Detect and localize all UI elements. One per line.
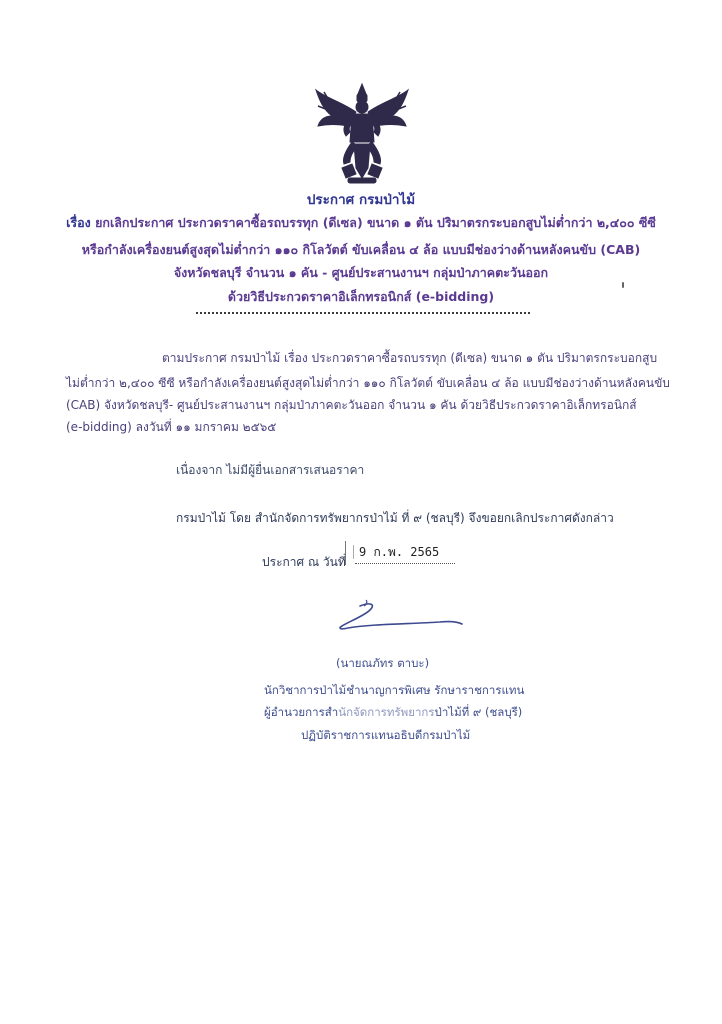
subject-text-1: ยกเลิกประกาศ ประกวดราคาซื้อรถบรรทุก (ดีเซล) ขนาด ๑ ตัน ปริมาตรกระบอกสูบไม่ต่ำกว่า ๒,๔๐๐ ซีซี (95, 215, 656, 230)
signatory-position-1: นักวิชาการป่าไม้ชำนาญการพิเศษ รักษาราชการแทน (264, 683, 525, 697)
date-stamp-text: 9 ก.พ. 2565 (359, 545, 440, 559)
signatory-position-3: ปฏิบัติราชการแทนอธิบดีกรมป่าไม้ (301, 728, 471, 742)
dotted-divider (196, 312, 530, 314)
date-stamp (345, 541, 457, 567)
handwritten-signature (330, 596, 470, 636)
subject-label: เรื่อง (66, 215, 91, 230)
scan-speck (622, 282, 624, 288)
page-title: ประกาศ กรมป่าไม้ (306, 192, 416, 208)
garuda-emblem-icon (312, 82, 412, 186)
signatory-position-2-start: ผู้อำนวยการสำ (264, 705, 339, 719)
subject-line-3: จังหวัดชลบุรี จำนวน ๑ คัน - ศูนย์ประสานงานฯ กลุ่มป่าภาคตะวันออก (173, 265, 549, 280)
department-statement: กรมป่าไม้ โดย สำนักจัดการทรัพยากรป่าไม้ ที่ ๙ (ชลบุรี) จึงขอยกเลิกประกาศดังกล่าว (176, 511, 614, 525)
signatory-name: (นายณภัทร ตาบะ) (336, 656, 430, 670)
subject-line-1 (0, 213, 722, 233)
signatory-position-2 (264, 704, 522, 722)
body-line-1: ตามประกาศ กรมป่าไม้ เรื่อง ประกวดราคาซื้อรถบรรทุก (ดีเซล) ขนาด ๑ ตัน ปริมาตรกระบอกสูบ (162, 351, 658, 365)
signatory-position-2-faint: นักจัดการทรัพยากร (338, 705, 435, 719)
subject-line-4: ด้วยวิธีประกวดราคาอิเล็กทรอนิกส์ (e-bidding) (227, 289, 495, 304)
signatory-position-2-end: ป่าไม้ที่ ๙ (ชลบุรี) (434, 705, 523, 719)
body-line-4: (e-bidding) ลงวันที่ ๑๑ มกราคม ๒๕๖๕ (66, 420, 277, 434)
stamp-bracket (345, 541, 350, 565)
cancellation-reason: เนื่องจาก ไม่มีผู้ยื่นเอกสารเสนอราคา (176, 463, 365, 477)
subject-line-2: หรือกำลังเครื่องยนต์สูงสุดไม่ต่ำกว่า ๑๑๐ กิโลวัตต์ ขับเคลื่อน ๔ ล้อ แบบมีช่องว่างด้านหลังคนขับ (CAB) (81, 242, 641, 257)
body-line-2: ไม่ต่ำกว่า ๒,๔๐๐ ซีซี หรือกำลังเครื่องยนต์สูงสุดไม่ต่ำกว่า ๑๑๐ กิโลวัตต์ ขับเคลื่อน ๔ ล้อ แบบมีช่องว่างด้านหลังคนขับ (66, 376, 670, 390)
scan-speck (353, 545, 354, 559)
date-dotted-line (355, 563, 455, 564)
body-line-3: (CAB) จังหวัดชลบุรี- ศูนย์ประสานงานฯ กลุ่มป่าภาคตะวันออก จำนวน ๑ คัน ด้วยวิธีประกวดราคาอิเล็กทรอนิกส์ (66, 398, 637, 412)
announced-date-label: ประกาศ ณ วันที่ (262, 555, 346, 569)
